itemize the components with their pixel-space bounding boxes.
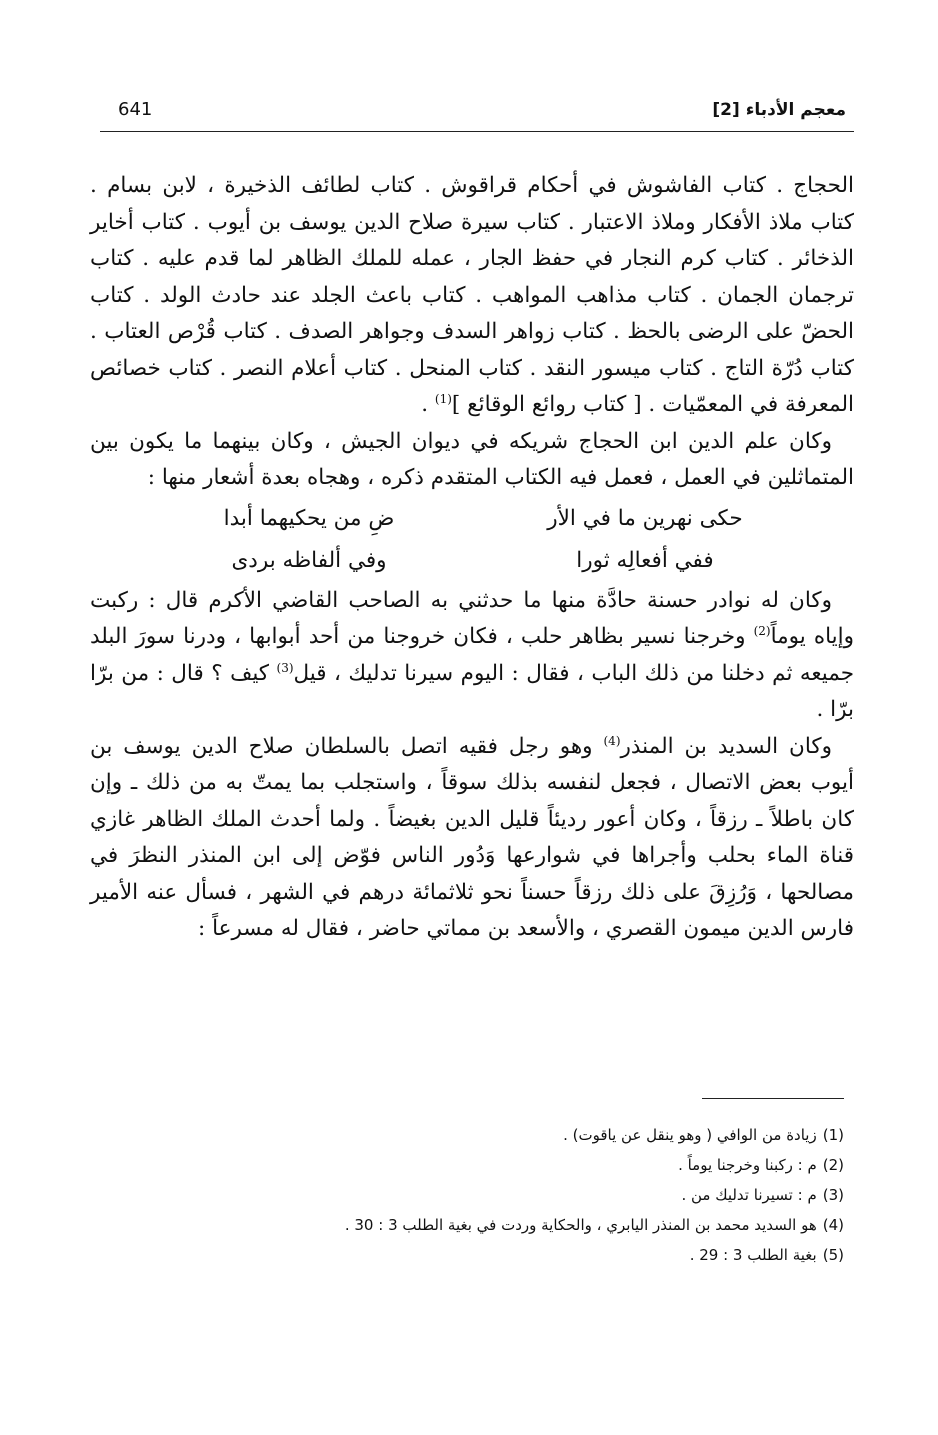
footnote-text: م : تسيرنا تدليك من . bbox=[681, 1186, 817, 1204]
footnote-item bbox=[100, 1210, 844, 1240]
footnote-item bbox=[100, 1150, 844, 1180]
footnote-text: هو السديد محمد بن المنذر اليابري ، والحكاية وردت في بغية الطلب 3 : 30 . bbox=[344, 1216, 817, 1234]
footnote-marker[interactable]: (3) bbox=[276, 660, 294, 675]
footnote-item bbox=[100, 1120, 844, 1150]
footnote-marker[interactable]: (1) bbox=[434, 391, 452, 406]
footnote-item bbox=[100, 1240, 844, 1270]
verse-hemistich: وفي ألفاظه بردى bbox=[231, 547, 387, 573]
verse-hemistich: ففي أفعالِه ثورا bbox=[576, 547, 714, 573]
paragraph-book-list bbox=[90, 168, 854, 424]
verse-hemistich: ضِ من يحكيهما أبدا bbox=[223, 505, 395, 531]
paragraph-ibn-almundhir bbox=[90, 729, 854, 948]
footnote-text: بغية الطلب 3 : 29 . bbox=[689, 1246, 817, 1264]
footnote-number: (4) bbox=[822, 1216, 844, 1234]
paragraph-text: كيف ؟ قال : من برّا برّا . bbox=[90, 660, 854, 722]
footnote-text: زيادة من الوافي ( وهو ينقل عن ياقوت) . bbox=[563, 1126, 817, 1144]
running-title: معجم الأدباء [2] bbox=[712, 100, 846, 120]
paragraph-text: . bbox=[421, 392, 435, 417]
footnote-divider bbox=[702, 1098, 844, 1099]
footnote-text: م : ركبنا وخرجنا يوماً . bbox=[678, 1156, 817, 1174]
footnote-marker[interactable]: (2) bbox=[753, 623, 771, 638]
header-divider bbox=[100, 131, 854, 132]
footnotes bbox=[100, 1120, 844, 1270]
verse-hemistich: حكى نهرين ما في الأر bbox=[547, 505, 743, 531]
paragraph-text: وكان السديد بن المنذر bbox=[620, 733, 832, 759]
page-header bbox=[118, 98, 846, 128]
footnote-number: (1) bbox=[822, 1126, 844, 1144]
footnote-number: (3) bbox=[822, 1186, 844, 1204]
poem-verse bbox=[90, 541, 854, 581]
footnote-marker[interactable]: (4) bbox=[603, 733, 621, 748]
paragraph-anecdote bbox=[90, 583, 854, 729]
main-text bbox=[90, 168, 854, 948]
paragraph-text: وكان له نوادر حسنة حادَّة منها ما حدثني به الصاحب القاضي الأكرم قال : ركبت وإياه يوماً bbox=[90, 587, 854, 649]
paragraph-text: الحجاج . كتاب الفاشوش في أحكام قراقوش . كتاب لطائف الذخيرة ، لابن بسام . كتاب ملاذ الأفكار وملاذ الاعتبار . كتاب سيرة صلاح الدين يوسف بن أيوب . كتاب أخاير الذخائر . كتاب كرم النجار في حفظ الجار ، عمله للملك الظاهر لما قدم عليه . كتاب ترجمان الجمان . كتاب مذاهب المواهب . كتاب باعث الجلد عند حادث الولد . كتاب الحضّ على الرضى بالحظ . كتاب زواهر السدف وجواهر الصدف . كتاب قُرْص العتاب . كتاب دُرّة التاج . كتاب ميسور النقد . كتاب المنحل . كتاب أعلام النصر . كتاب خصائص المعرفة في المعمّيات . [ كتاب روائع الوقائع ] bbox=[90, 173, 854, 417]
paragraph-text: وهو رجل فقيه اتصل بالسلطان صلاح الدين يوسف بن أيوب بعض الاتصال ، فجعل لنفسه بذلك سوقاً ، واستجلب بما يمتّ به من ذلك ـ وإن كان باطلاً ـ رزقاً ، وكان أعور رديئاً قليل الدين بغيضاً . ولما أحدث الملك الظاهر غازي قناة الماء بحلب وأجراها في شوارعها وَدُور الناس فوّض إلى ابن المنذر النظرَ في مصالحها ، وَرُزِقَ على ذلك رزقاً حسناً نحو ثلاثمائة درهم في الشهر ، فسأل عنه الأمير فارس الدين ميمون القصري ، والأسعد بن مماتي حاضر ، فقال له مسرعاً : bbox=[90, 733, 854, 941]
poem-verse bbox=[90, 499, 854, 539]
paragraph-text: وخرجنا نسير بظاهر حلب ، فكان خروجنا من أحد أبوابها ، ودرنا سورَ البلد جميعه ثم دخلنا من ذلك الباب ، فقال : اليوم سيرنا تدليك ، قيل bbox=[90, 624, 854, 686]
paragraph-alam-aldin: وكان علم الدين ابن الحجاج شريكه في ديوان الجيش ، وكان بينهما ما يكون بين المتماثلين في العمل ، فعمل فيه الكتاب المتقدم ذكره ، وهجاه بعدة أشعار منها : bbox=[90, 428, 854, 490]
footnote-number: (5) bbox=[822, 1246, 844, 1264]
footnote-item bbox=[100, 1180, 844, 1210]
footnote-number: (2) bbox=[822, 1156, 844, 1174]
page-number: 641 bbox=[118, 99, 153, 120]
